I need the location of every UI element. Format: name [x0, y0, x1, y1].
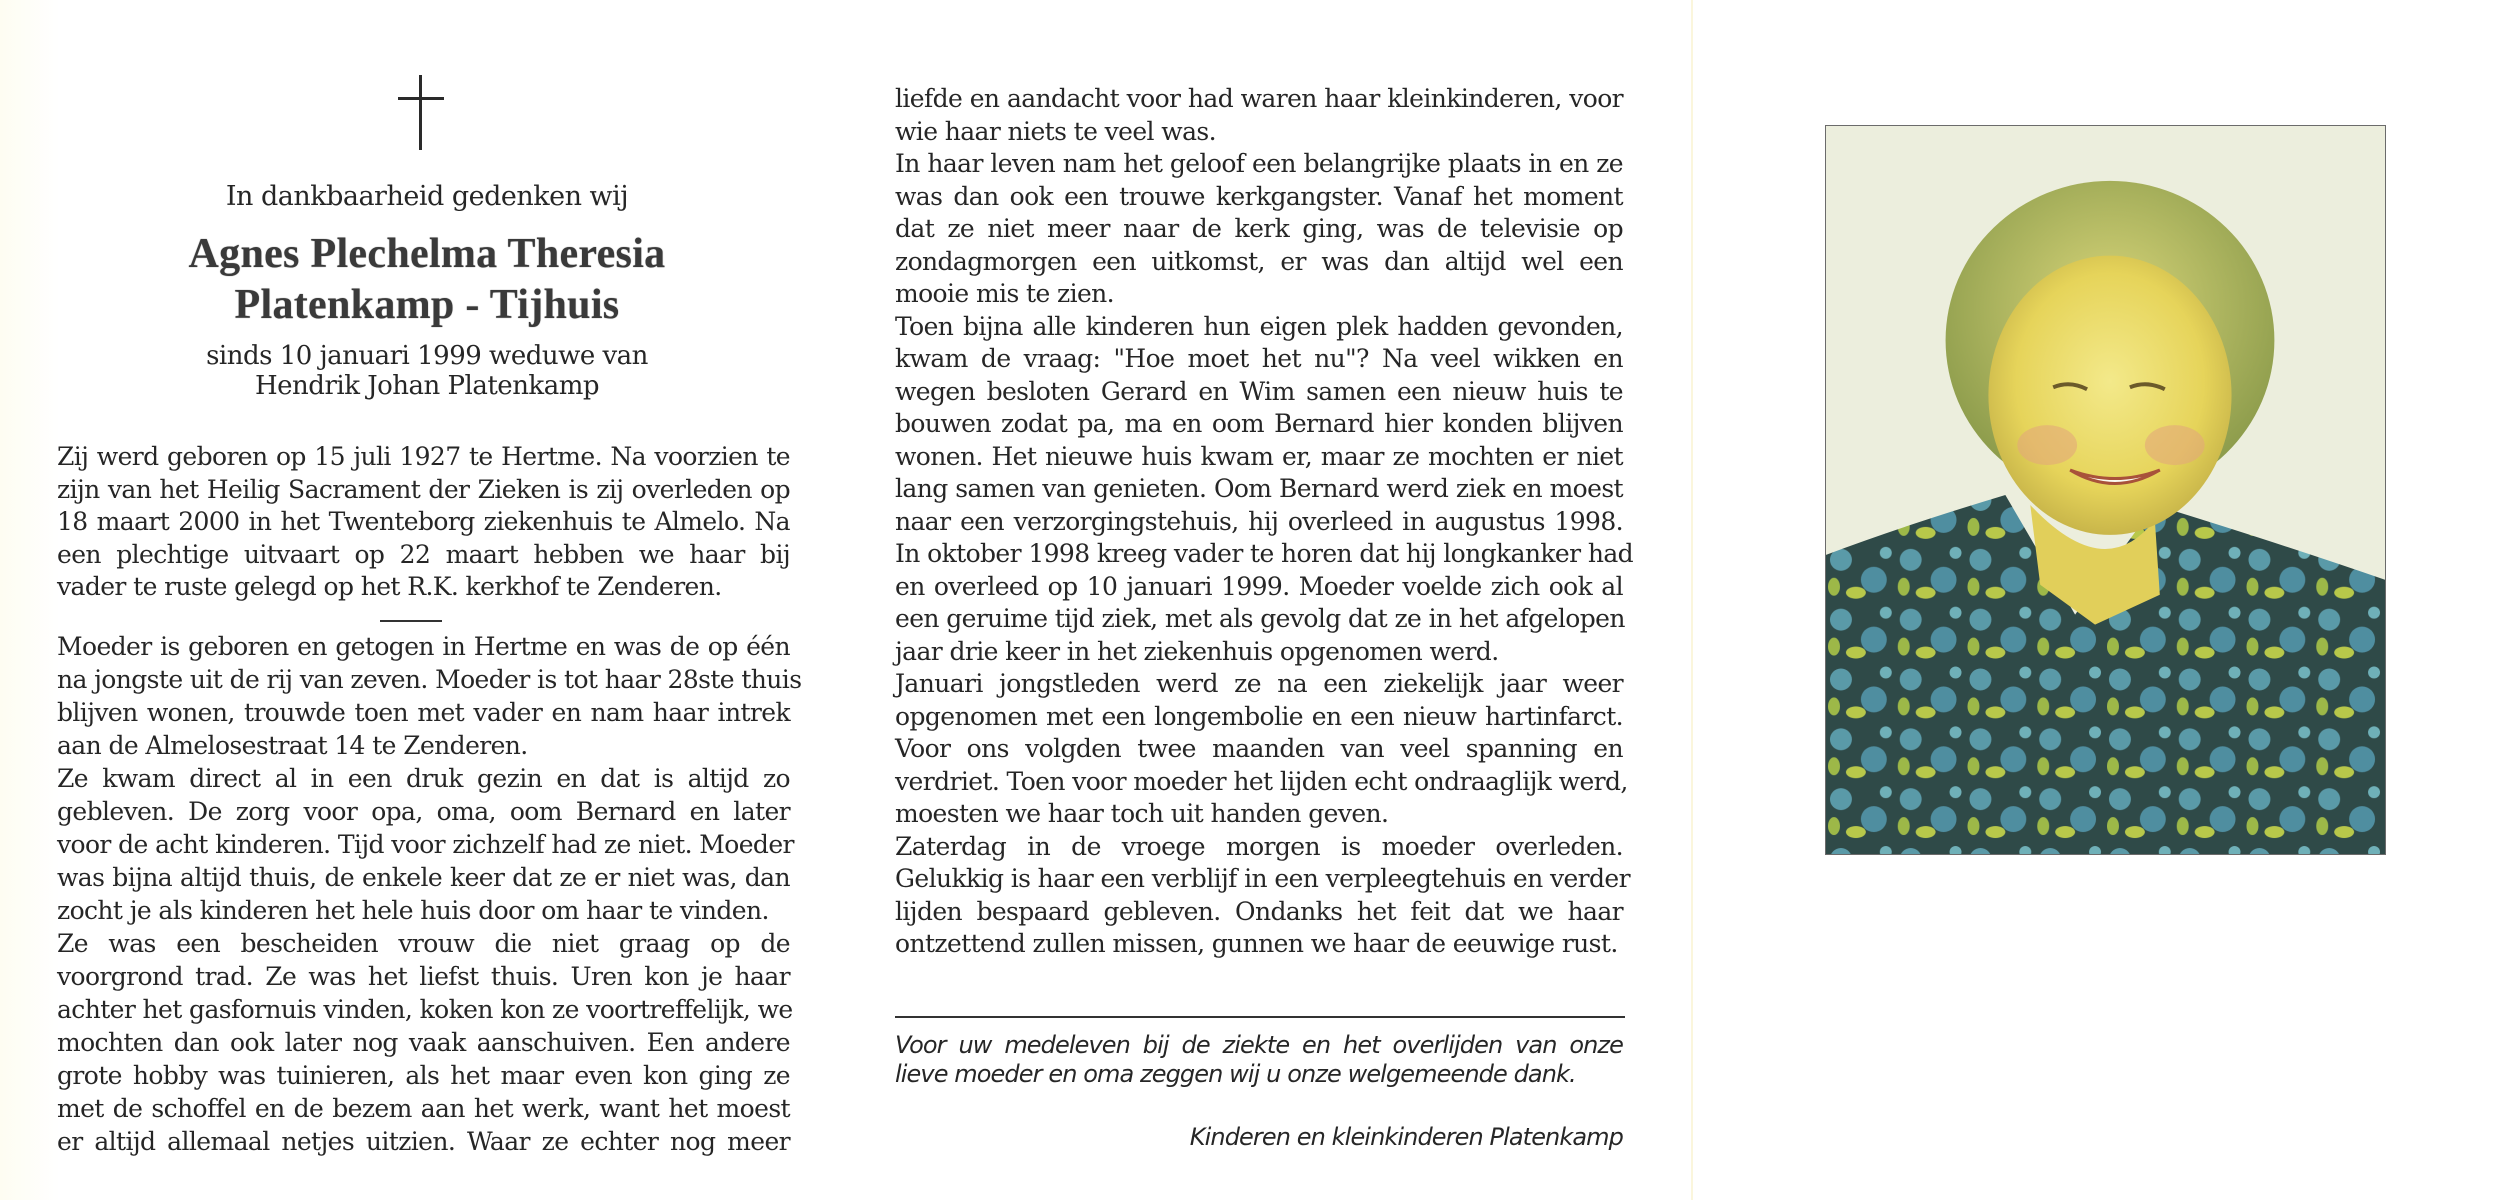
text-line: voor de acht kinderen. Tijd voor zichzelf had ze niet. Moeder	[57, 830, 794, 859]
text-line: Zaterdag in de vroege morgen is moeder overleden.	[895, 831, 1623, 861]
text-line: voorgrond trad. Ze was het liefst thuis. Uren kon je haar	[57, 962, 790, 991]
text-line: wegen besloten Gerard en Wim samen een nieuw huis te	[895, 376, 1623, 406]
text-line: Januari jongstleden werd ze na een ziekelijk jaar weer	[895, 669, 1623, 698]
text-line: een plechtige uitvaart op 22 maart hebben we haar bij	[57, 539, 790, 569]
short-divider	[380, 620, 442, 622]
text-line: Gelukkig is haar een verblijf in een verpleegtehuis en verder	[895, 864, 1630, 893]
text-line: kwam de vraag: "Hoe moet het nu"? Na veel wikken en	[895, 344, 1623, 373]
thanks-line-2: lieve moeder en oma zeggen wij u onze welgemeende dank.	[895, 1060, 1576, 1088]
text-line: ontzettend zullen missen, gunnen we haar de eeuwige rust.	[895, 929, 1618, 958]
text-line: er altijd allemaal netjes uitzien. Waar ze echter nog meer	[57, 1127, 790, 1156]
card-fold-line	[1691, 0, 1693, 1200]
text-line: jaar drie keer in het ziekenhuis opgenomen werd.	[895, 636, 1499, 666]
text-line: zijn van het Heilig Sacrament der Zieken is zij overleden op	[57, 474, 790, 504]
text-line: wie haar niets te veel was.	[895, 116, 1216, 146]
text-line: een geruime tijd ziek, met als gevolg dat ze in het afgelopen	[895, 604, 1625, 633]
text-line: grote hobby was tuinieren, als het maar even kon ging ze	[57, 1061, 790, 1090]
text-line: zocht je als kinderen het hele huis door om haar te vinden.	[57, 896, 769, 925]
text-line: vader te ruste gelegd op het R.K. kerkhof te Zenderen.	[57, 572, 722, 601]
deceased-name-surname: Platenkamp - Tijhuis	[234, 282, 620, 328]
text-line: achter het gasfornuis vinden, koken kon ze voortreffelijk, we	[57, 995, 793, 1024]
deceased-name-first: Agnes Plechelma Theresia	[188, 231, 666, 277]
text-line: wonen. Het nieuwe huis kwam er, maar ze mochten er niet	[895, 441, 1623, 471]
long-divider	[895, 1016, 1625, 1018]
text-line: liefde en aandacht voor had waren haar kleinkinderen, voor	[895, 84, 1623, 113]
portrait-illustration	[1826, 126, 2385, 854]
text-line: mochten dan ook later nog vaak aanschuiven. Een andere	[57, 1028, 790, 1057]
cross-icon-vertical	[419, 75, 422, 150]
text-line: Ze was een bescheiden vrouw die niet graag op de	[57, 929, 790, 958]
widow-line: sinds 10 januari 1999 weduwe van	[206, 341, 648, 371]
text-line: Voor ons volgden twee maanden van veel spanning en	[895, 734, 1623, 763]
text-line: en overleed op 10 januari 1999. Moeder voelde zich ook al	[895, 571, 1623, 601]
text-line: met de schoffel en de bezem aan het werk, want het moest	[57, 1094, 790, 1123]
text-line: In oktober 1998 kreeg vader te horen dat hij longkanker had	[895, 539, 1634, 568]
text-line: Toen bijna alle kinderen hun eigen plek hadden gevonden,	[895, 311, 1623, 341]
text-line: zondagmorgen een uitkomst, er was dan altijd wel een	[895, 246, 1623, 276]
thanks-line-1: Voor uw medeleven bij de ziekte en het overlijden van onze	[895, 1031, 1623, 1059]
text-line: Zij werd geboren op 15 juli 1927 te Hertme. Na voorzien te	[57, 442, 790, 471]
text-line: Moeder is geboren en getogen in Hertme en was de op één	[57, 632, 790, 661]
text-line: opgenomen met een longembolie en een nieuw hartinfarct.	[895, 701, 1623, 731]
text-line: aan de Almelosestraat 14 te Zenderen.	[57, 731, 528, 760]
intro-text: In dankbaarheid gedenken wij	[225, 181, 629, 212]
text-line: verdriet. Toen voor moeder het lijden echt ondraaglijk werd,	[895, 766, 1628, 796]
text-line: na jongste uit de rij van zeven. Moeder is tot haar 28ste thuis	[57, 665, 802, 694]
text-line: Ze kwam direct al in een druk gezin en dat is altijd zo	[57, 764, 790, 793]
text-line: blijven wonen, trouwde toen met vader en nam haar intrek	[57, 698, 790, 727]
text-line: mooie mis te zien.	[895, 279, 1115, 308]
text-line: dat ze niet meer naar de kerk ging, was de televisie op	[895, 214, 1623, 243]
page-edge-tint	[0, 0, 60, 1200]
text-line: lijden bespaard gebleven. Ondanks het feit dat we haar	[895, 896, 1623, 926]
cross-icon-horizontal	[398, 97, 444, 100]
text-line: In haar leven nam het geloof een belangrijke plaats in en ze	[895, 149, 1623, 178]
portrait-photo	[1825, 125, 2386, 855]
text-line: gebleven. De zorg voor opa, oma, oom Bernard en later	[57, 797, 790, 826]
text-line: naar een verzorgingstehuis, hij overleed in augustus 1998.	[895, 506, 1623, 536]
text-line: was dan ook een trouwe kerkgangster. Vanaf het moment	[895, 181, 1623, 211]
text-line: moesten we haar toch uit handen geven.	[895, 799, 1389, 828]
husband-name: Hendrik Johan Platenkamp	[255, 371, 599, 401]
text-line: lang samen van genieten. Oom Bernard werd ziek en moest	[895, 474, 1623, 503]
text-line: was bijna altijd thuis, de enkele keer dat ze er niet was, dan	[57, 863, 790, 892]
text-line: 18 maart 2000 in het Twenteborg ziekenhuis te Almelo. Na	[57, 507, 790, 536]
signature: Kinderen en kleinkinderen Platenkamp	[1189, 1123, 1623, 1151]
text-line: bouwen zodat pa, ma en oom Bernard hier konden blijven	[895, 409, 1623, 438]
